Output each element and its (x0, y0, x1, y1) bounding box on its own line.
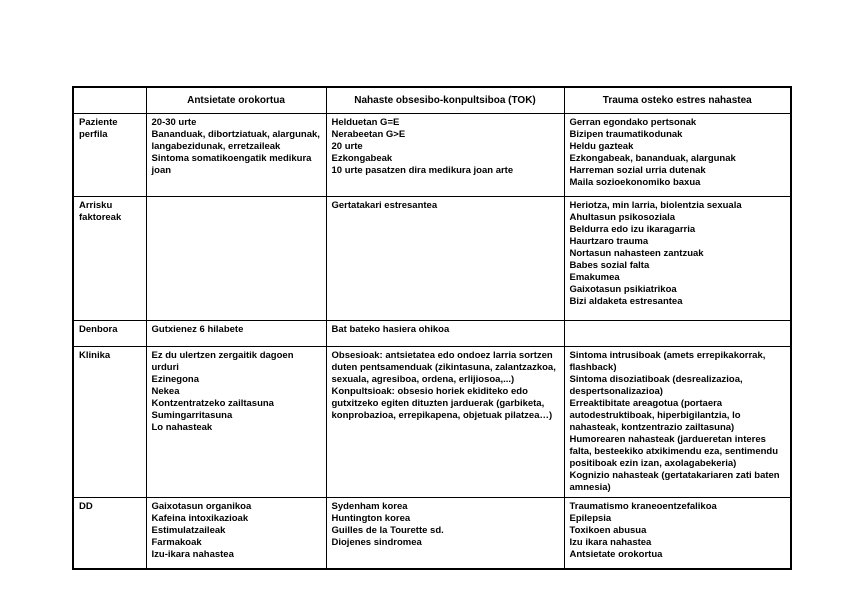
cell-line: Konpultsioak: obsesio horiek ekiditeko edo gutxitzeko egiten dituzten jarduerak (garbiketa, konprobazioa, errepikapena, objetuak pilatzea…) (331, 386, 553, 421)
cell-line: Gaixotasun psikiatrikoa (569, 284, 677, 295)
row-label: Klinika (73, 347, 146, 498)
column-header: Trauma osteko estres nahastea (564, 87, 791, 114)
cell-line: Izu ikara nahastea (569, 537, 652, 548)
cell-line: Sintoma disoziatiboak (desrealizazioa, despertsonalizazioa) (569, 374, 743, 397)
cell-line: Maila sozioekonomiko baxua (569, 177, 701, 188)
cell-line: Sintoma intrusiboak (amets errepikakorrak, flashback) (569, 350, 766, 373)
cell-line: Antsietate orokortua (569, 549, 663, 560)
cell-line: Izu-ikara nahastea (151, 549, 234, 560)
table-cell (564, 321, 791, 347)
cell-line: 20-30 urte (151, 117, 197, 128)
cell-line: Sydenham korea (331, 501, 408, 512)
cell-line: Kafeina intoxikazioak (151, 513, 249, 524)
corner-cell (73, 87, 146, 114)
cell-line: Diojenes sindromea (331, 537, 422, 548)
cell-line: Kontzentratzeko zailtasuna (151, 398, 274, 409)
cell-line: Helduetan G=E (331, 117, 400, 128)
cell-line: Estimulatzaileak (151, 525, 226, 536)
row-label: Paziente perfila (73, 114, 146, 197)
cell-line: Ezkongabeak, bananduak, alargunak (569, 153, 736, 164)
table-cell (146, 197, 326, 321)
cell-line: Babes sozial falta (569, 260, 650, 271)
table-row (73, 347, 791, 498)
cell-line: Emakumea (569, 272, 620, 283)
cell-line: Nekea (151, 386, 180, 397)
table-cell (146, 321, 326, 347)
cell-line: Ezinegona (151, 374, 200, 385)
cell-line: Erreaktibitate areagotua (portaera autodestruktiboak, hiperbigilantzia, lo nahasteak, kontzentrazio zailtasuna) (569, 398, 741, 433)
table-cell (326, 498, 564, 570)
cell-line: Obsesioak: antsietatea edo ondoez larria sortzen duten pentsamenduak (zikintasuna, zalantzazkoa, sexuala, agresiboa, ordena, erlijiosoa,...) (331, 350, 556, 385)
cell-line: Heriotza, min larria, biolentzia sexuala (569, 200, 742, 211)
cell-line: Gerran egondako pertsonak (569, 117, 697, 128)
cell-line: Gertatakari estresantea (331, 200, 438, 211)
table-row (73, 321, 791, 347)
column-header: Antsietate orokortua (146, 87, 326, 114)
comparison-table (72, 86, 792, 570)
cell-line: Sintoma somatikoengatik medikura joan (151, 153, 312, 176)
cell-line: Bat bateko hasiera ohikoa (331, 324, 450, 335)
cell-line: Farmakoak (151, 537, 202, 548)
table-cell (564, 197, 791, 321)
cell-line: Bizi aldaketa estresantea (569, 296, 683, 307)
cell-line: Epilepsia (569, 513, 612, 524)
cell-line: Traumatismo kraneoentzefalikoa (569, 501, 717, 512)
table-cell (326, 321, 564, 347)
table-cell (326, 114, 564, 197)
cell-line: Ezkongabeak (331, 153, 393, 164)
table-row (73, 197, 791, 321)
cell-line: Bizipen traumatikodunak (569, 129, 683, 140)
table-row (73, 498, 791, 570)
table-cell (146, 498, 326, 570)
header-row (73, 87, 791, 114)
cell-line: Humorearen nahasteak (jardueretan interes falta, besteekiko atxikimendu eza, sentimendu positiboak ezin izan, axolagabekeria) (569, 434, 779, 469)
cell-line: Sumingarritasuna (151, 410, 233, 421)
cell-line: Kognizio nahasteak (gertatakariaren zati baten amnesia) (569, 470, 780, 493)
cell-line: Nortasun nahasteen zantzuak (569, 248, 704, 259)
row-label: Arrisku faktoreak (73, 197, 146, 321)
cell-line: Ez du ulertzen zergaitik dagoen urduri (151, 350, 294, 373)
table-cell (146, 114, 326, 197)
cell-line: Huntington korea (331, 513, 411, 524)
cell-line: Toxikoen abusua (569, 525, 647, 536)
column-header: Nahaste obsesibo-konpultsiboa (TOK) (326, 87, 564, 114)
cell-line: Nerabeetan G>E (331, 129, 406, 140)
cell-line: Guilles de la Tourette sd. (331, 525, 444, 536)
cell-line: Bananduak, dibortziatuak, alargunak, langabezidunak, erretzaileak (151, 129, 320, 152)
table-cell (564, 114, 791, 197)
cell-line: 20 urte (331, 141, 363, 152)
cell-line: Beldurra edo izu ikaragarria (569, 224, 696, 235)
cell-line: Heldu gazteak (569, 141, 634, 152)
table-cell (564, 347, 791, 498)
table-cell (564, 498, 791, 570)
table-cell (326, 197, 564, 321)
row-label: Denbora (73, 321, 146, 347)
cell-line: Haurtzaro trauma (569, 236, 649, 247)
cell-line: Gaixotasun organikoa (151, 501, 252, 512)
cell-line: 10 urte pasatzen dira medikura joan arte (331, 165, 514, 176)
cell-line: Harreman sozial urria dutenak (569, 165, 706, 176)
table-row (73, 114, 791, 197)
table-cell (146, 347, 326, 498)
cell-line: Lo nahasteak (151, 422, 213, 433)
cell-line: Gutxienez 6 hilabete (151, 324, 244, 335)
table-body (73, 114, 791, 570)
table-cell (326, 347, 564, 498)
cell-line: Ahultasun psikosoziala (569, 212, 676, 223)
row-label: DD (73, 498, 146, 570)
